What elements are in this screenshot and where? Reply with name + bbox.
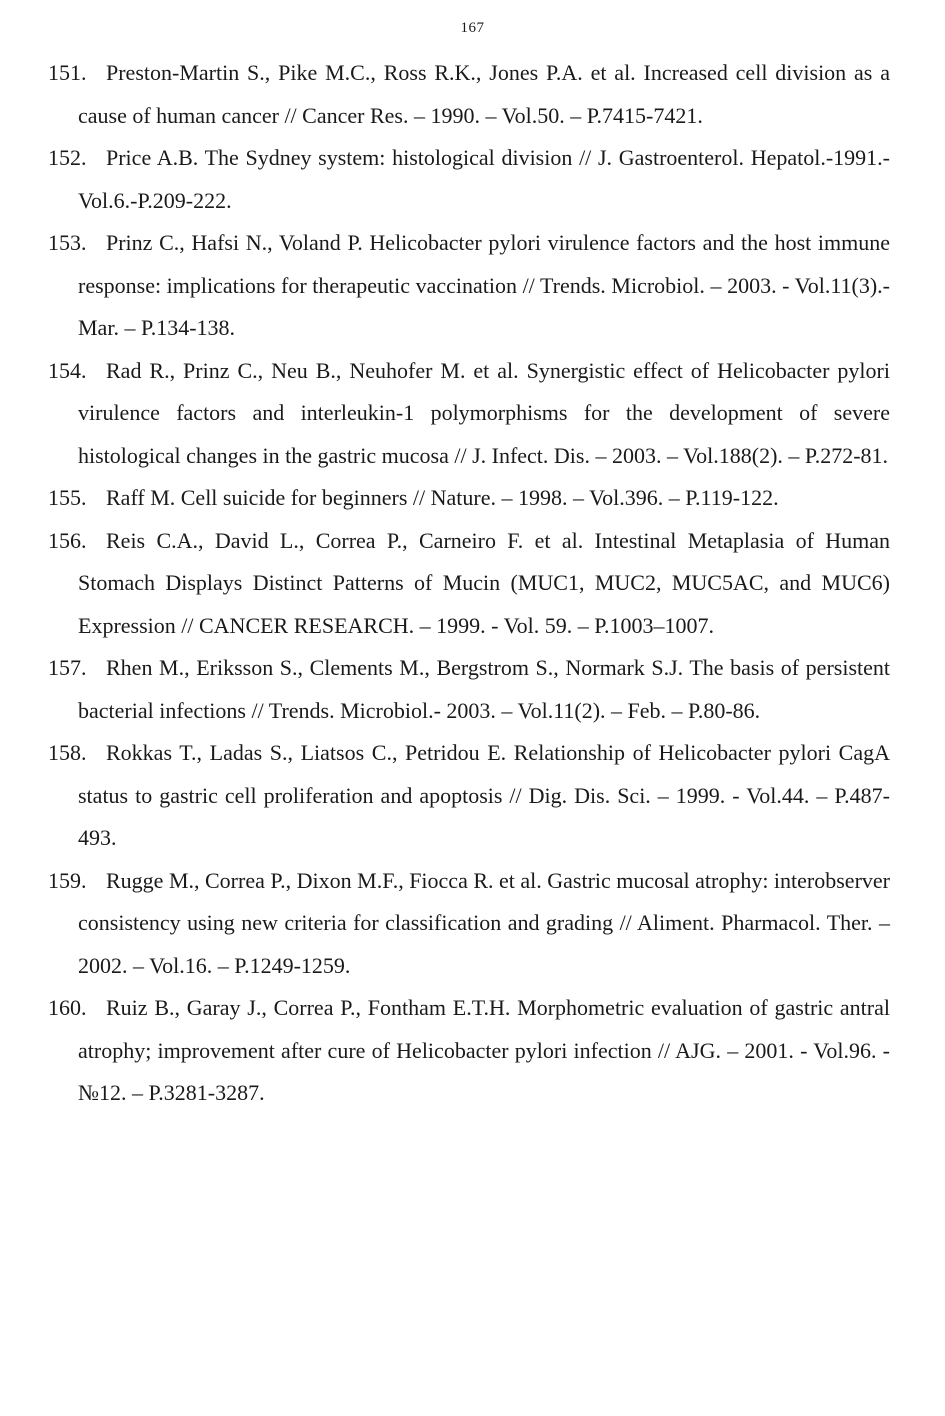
page-number: 167 <box>460 20 485 36</box>
reference-item <box>48 987 890 1115</box>
reference-text: Raff M. Cell suicide for beginners // Nature. – 1998. – Vol.396. – P.119-122. <box>106 485 779 510</box>
reference-text: Rugge M., Correa P., Dixon M.F., Fiocca R. et al. Gastric mucosal atrophy: interobserver consistency using new criteria for classification and grading // Aliment. Pharmacol. Ther. – 2002. – Vol.16. – P.1249-1259. <box>78 867 890 978</box>
reference-item <box>48 647 890 732</box>
reference-item <box>48 732 890 860</box>
reference-item <box>48 222 890 350</box>
reference-number: 154. <box>48 357 87 383</box>
reference-number: 159. <box>48 867 87 893</box>
reference-text: Price A.B. The Sydney system: histological division // J. Gastroenterol. Hepatol.-1991.-Vol.6.-P.209-222. <box>78 145 890 213</box>
reference-number: 158. <box>48 740 87 765</box>
reference-text: Preston-Martin S., Pike M.C., Ross R.K., Jones P.A. et al. Increased cell division as a cause of human cancer // Cancer Res. – 1990. – Vol.50. – P.7415-7421. <box>78 60 890 128</box>
reference-item <box>48 477 890 520</box>
reference-text: Ruiz B., Garay J., Correa P., Fontham E.T.H. Morphometric evaluation of gastric antral atrophy; improvement after cure of Helicobacter pylori infection // AJG. – 2001. - Vol.96. - №12. – P.3281-3287. <box>78 995 890 1105</box>
reference-item <box>48 52 890 137</box>
reference-item <box>48 860 890 988</box>
reference-text: Prinz C., Hafsi N., Voland P. Helicobacter pylori virulence factors and the host immune response: implications for therapeutic vaccination // Trends. Microbiol. – 2003. - Vol.11(3).-Mar. – P.134-138. <box>78 230 890 340</box>
reference-number: 155. <box>48 485 87 510</box>
reference-number: 156. <box>48 527 87 553</box>
reference-text: Reis C.A., David L., Correa P., Carneiro F. et al. Intestinal Metaplasia of Human Stomach Displays Distinct Patterns of Mucin (MUC1, MUC2, MUC5AC, and MUC6) Expression // CANCER RESEARCH. – 1999. - Vol. 59. – P.1003–1007. <box>78 527 890 638</box>
reference-text: Rokkas T., Ladas S., Liatsos C., Petridou E. Relationship of Helicobacter pylori CagA status to gastric cell proliferation and apoptosis // Dig. Dis. Sci. – 1999. - Vol.44. – P.487-493. <box>78 740 890 850</box>
reference-text: Rad R., Prinz C., Neu B., Neuhofer M. et al. Synergistic effect of Helicobacter pylori virulence factors and interleukin-1 polymorphisms for the development of severe histological changes in the gastric mucosa // J. Infect. Dis. – 2003. – Vol.188(2). – P.272-81. <box>78 357 890 468</box>
reference-number: 153. <box>48 230 87 255</box>
reference-text: Rhen M., Eriksson S., Clements M., Bergstrom S., Normark S.J. The basis of persistent bacterial infections // Trends. Microbiol.- 2003. – Vol.11(2). – Feb. – P.80-86. <box>78 655 890 723</box>
reference-number: 152. <box>48 145 87 170</box>
reference-item <box>48 137 890 222</box>
reference-item <box>48 520 890 648</box>
reference-number: 151. <box>48 60 87 85</box>
reference-item <box>48 350 890 478</box>
reference-number: 160. <box>48 995 87 1020</box>
reference-number: 157. <box>48 655 87 680</box>
reference-list <box>48 52 890 1115</box>
